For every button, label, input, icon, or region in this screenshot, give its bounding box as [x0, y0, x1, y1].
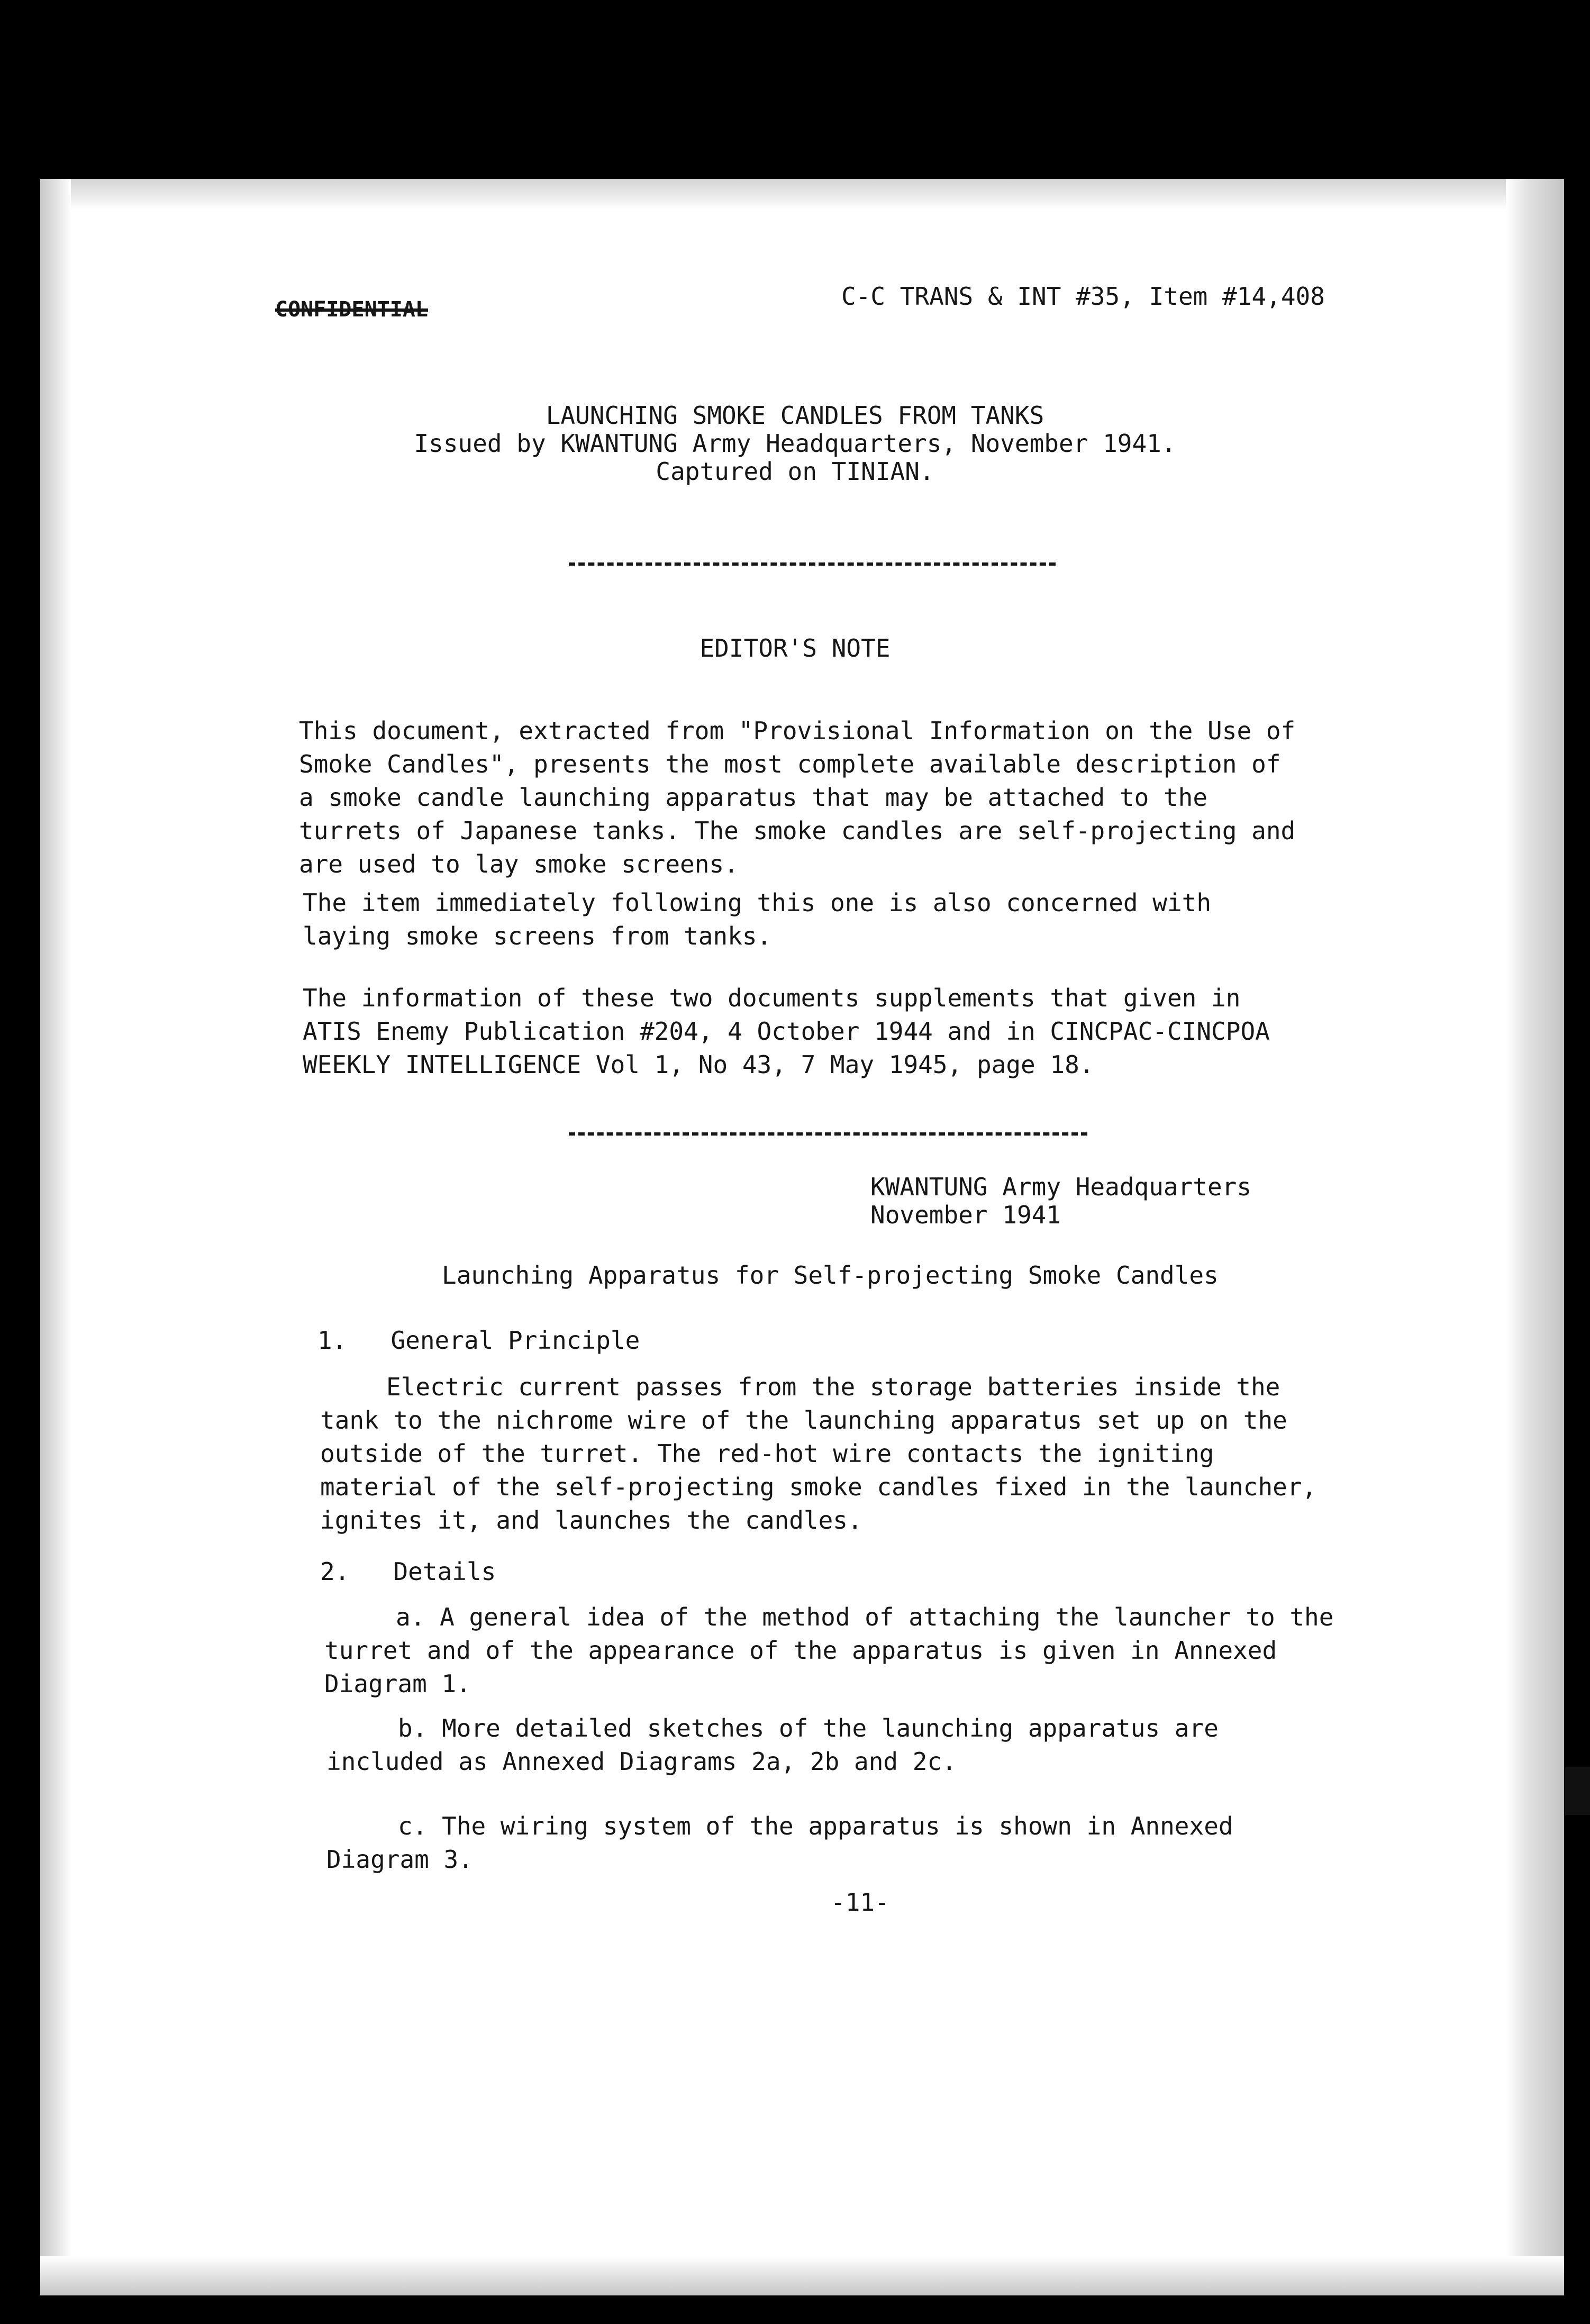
document-title: LAUNCHING SMOKE CANDLES FROM TANKS	[546, 401, 1044, 430]
source-date: November 1941	[870, 1201, 1061, 1229]
editors-note-heading: EDITOR'S NOTE	[699, 634, 891, 662]
editors-note-paragraph: The item immediately following this one is also concerned with laying smoke screens from tanks.	[303, 888, 1212, 950]
section-title: Launching Apparatus for Self-projecting Smoke Candles	[442, 1261, 1219, 1290]
page-number: -11-	[831, 1888, 889, 1917]
list-item: c. The wiring system of the apparatus is shown in Annexed Diagram 3.	[326, 1812, 1233, 1874]
issued-by: Issued by KWANTUNG Army Headquarters, November 1941.	[414, 429, 1176, 458]
source-line: KWANTUNG Army Headquarters	[870, 1173, 1252, 1201]
section-heading: 1. General Principle	[317, 1326, 640, 1355]
list-item: a. A general idea of the method of attaching the launcher to the turret and of the appearance of the apparatus is given in Annexed Diagram 1.	[324, 1603, 1334, 1698]
classification-mark: CONFIDENTIAL	[275, 297, 428, 322]
document-reference: C-C TRANS & INT #35, Item #14,408	[841, 282, 1325, 311]
section-paragraph: Electric current passes from the storage batteries inside the tank to the nichrome wire of the launching apparatus set up on the outside of the turret. The red-hot wire contacts the igniting material of the self-projecting smoke candles fixed in the launcher, ignites it, and launches the candles.	[320, 1373, 1317, 1535]
section-heading: 2. Details	[320, 1557, 496, 1586]
document-sheet	[40, 179, 1564, 2295]
captured-location: Captured on TINIAN.	[656, 457, 934, 486]
separator	[569, 562, 1056, 566]
list-item: b. More detailed sketches of the launching apparatus are included as Annexed Diagrams 2a, 2b and 2c.	[326, 1714, 1219, 1776]
separator	[569, 1132, 1087, 1136]
editors-note-paragraph: This document, extracted from "Provisional Information on the Use of Smoke Candles", presents the most complete available description of a smoke candle launching apparatus that may be attached to the turrets of Japanese tanks. The smoke candles are self-projecting and are used to lay smoke screens.	[299, 716, 1296, 878]
binder-tab	[1565, 1767, 1590, 1815]
editors-note-paragraph: The information of these two documents supplements that given in ATIS Enemy Publication #204, 4 October 1944 and in CINCPAC-CINCPOA WEEKLY INTELLIGENCE Vol 1, No 43, 7 May 1945, page 18.	[303, 984, 1270, 1079]
